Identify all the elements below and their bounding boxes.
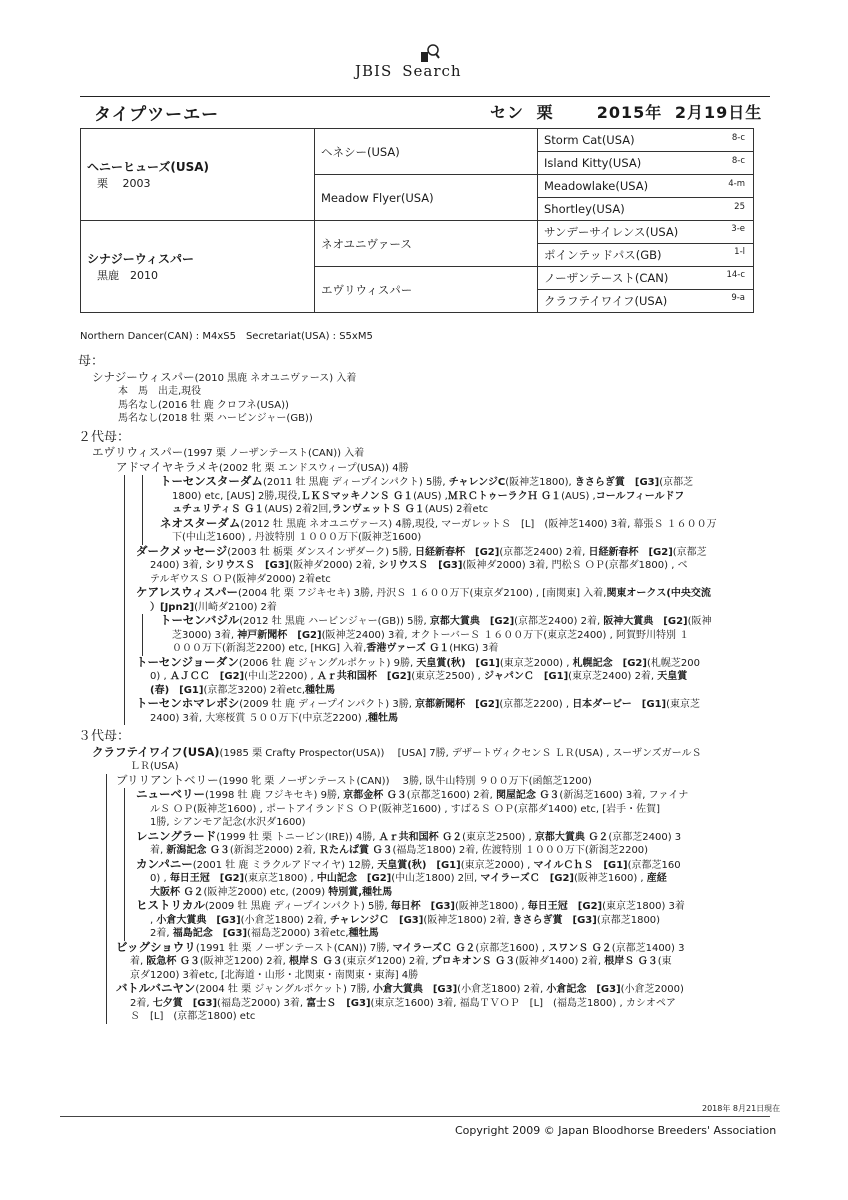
offspring-entry: 本 馬 出走,現役 xyxy=(118,386,202,397)
magnifier-horse-icon xyxy=(419,42,441,64)
dam-section-title: 母： xyxy=(78,354,105,369)
offspring-entry: レニングラード(1999 牡 栗 トニービン(IRE)) 4勝, Ａｒ共和国杯 Ｇ２(東京芝2500) , 京都大賞典 Ｇ２(京都芝2400) 3 xyxy=(136,828,682,843)
offspring-entry: カンパニー(2001 牡 鹿 ミラクルアドマイヤ) 12勝, 天皇賞(秋) [G1](東京芝2000) , マイルＣｈＳ [G1](京都芝160 xyxy=(136,856,681,871)
third-dam-entry: クラフテイワイフ(USA)(1985 栗 Crafty Prospector(USA)) [USA] 7勝, デザートヴィクセンＳ ＬＲ(USA) , スーザンズガールＳ xyxy=(92,744,702,759)
offspring-group: トーセンスターダム(2011 牡 黒鹿 ディープインパクト) 5勝, チャレンジC(阪神芝1800), きさらぎ賞 [G3](京都芝 1800) etc, [AUS] 2勝,現役,ＬＫＳマッキノンＳ Ｇ１(AUS) ,ＭＲＣトゥーラクＨ Ｇ１(AUS) ,コールフィールドフ ュチュリティＳ Ｇ１(AUS) 2着2回,ランヴェットＳ Ｇ１(AUS) 2着etc ネオスターダム(2012 牡 黒鹿 ネオユニヴァース) 4勝,現役, マーガレットＳ [L] (阪神芝1400) 3着, 幕張Ｓ １６００万 下(中山芝1600) , 丹波特別 １０００万下(阪神芝1600) ダークメッセージ(2003 牡 栃栗 ダンスインザダーク) 5勝, 日経新春杯 [G2](京都芝2400) 2着, 日経新春杯 [G2](京都芝 2400) 3着, シリウスＳ [G3](阪神ダ2000) 2着, シリウスＳ [G3](阪神ダ2000) 3着, 門松Ｓ ＯＰ(京都ダ1800) , ベ テルギウスＳ ＯＰ(阪神ダ2000) 2着etc ケアレスウィスパー(2004 牝 栗 フジキセキ) 3勝, 丹沢Ｓ １６００万下(東京ダ2100) , [南関東] 入着,関東オークス(中央交流 ）[Jpn2](川崎ダ2100) 2着 トーセンバジル(2012 牡 黒鹿 ハービンジャー(GB)) 5勝, 京都大賞典 [G2](京都芝2400) 2着, 阪神大賞典 [G2](阪神 芝3000) 3着, 神戸新聞杯 [G2](阪神芝2400) 3着, オクトーバーＳ １６００万下(東京芝2400) , 阿賀野川特別 １ ０００万下(新潟芝2200) etc, [HKG] 入着,香港ヴァーズ Ｇ１(HKG) 3着 トーセンジョーダン(2006 牡 鹿 ジャングルポケット) 9勝, 天皇賞(秋) [G1](東京芝2000) , 札幌記念 [G2](札幌芝200 0) , ＡＪＣＣ [G2](中山芝2200) , Ａｒ共和国杯 [G2](東京芝2500) , ジャパンＣ [G1](東京芝2400) 2着, 天皇賞 (春) [G1](京都芝3200) 2着etc,種牡馬 トーセンホマレボシ(2009 牡 鹿 ディープインパクト) 3勝, 京都新聞杯 [G2](京都芝2200) , 日本ダービー [G1](東京芝 2400) 3着, 大寒桜賞 ５００万下(中京芝2200) ,種牡馬 xyxy=(78,475,768,725)
pedigree-g3-1: Storm Cat(USA) 8-c xyxy=(538,129,754,152)
second-dam-section-title: ２代母： xyxy=(78,429,131,445)
pedigree-g3-7: ノーザンテースト(CAN) 14-c xyxy=(538,267,754,290)
pedigree-g3-3: Meadowlake(USA) 4-m xyxy=(538,175,754,198)
as-of-date: 2018年 8月21日現在 xyxy=(702,1104,781,1113)
tree-connector xyxy=(142,614,143,656)
horse-sex: セン xyxy=(490,103,525,122)
pedigree-dam-sire: ネオユニヴァース xyxy=(315,221,538,267)
offspring-entry: 馬名なし(2018 牡 栗 ハービンジャー(GB)) xyxy=(118,413,313,424)
offspring-entry: ニューベリー(1998 牡 鹿 フジキセキ) 9勝, 京都金杯 Ｇ３(京都芝1600) 2着, 関屋記念 Ｇ３(新潟芝1600) 3着, ファイナ xyxy=(136,787,689,801)
offspring-entry: 馬名なし(2016 牡 鹿 クロフネ(USA)) xyxy=(118,399,289,411)
pedigree-g3-6: ポインテッドパス(GB) 1-l xyxy=(538,244,754,267)
sire-details: 栗 2003 xyxy=(97,177,151,190)
horse-profile xyxy=(490,100,762,123)
pedigree-sire xyxy=(81,129,315,221)
header-top-rule xyxy=(80,96,770,97)
copyright-notice: Copyright 2009 © Japan Bloodhorse Breeders' Association xyxy=(455,1124,777,1137)
sire-name: ヘニーヒューズ(USA) xyxy=(87,160,210,174)
horse-birthdate: 2015年 2月19日生 xyxy=(596,103,763,122)
tree-connector xyxy=(124,788,125,941)
logo-text: JBIS Search xyxy=(355,62,462,80)
family-record: 母： シナジーウィスパー(2010 黒鹿 ネオユニヴァース) 入着 本 馬 出走,現役 馬名なし(2016 牡 鹿 クロフネ(USA)) 馬名なし(2018 牡 栗 ハービンジャー(GB)) ２代母： エヴリウィスパー(1997 栗 ノーザンテースト(CAN)) 入着 アドマイヤキラメキ(2002 牝 栗 エンドスウィープ(USA)) 4勝 トーセンスターダム(2011 牡 黒鹿 ディープインパクト) 5勝, チャレンジC(阪神芝1800), きさらぎ賞 [G3](京都芝 1800) etc, [AUS] 2勝,現役,ＬＫＳマッキノンＳ Ｇ１(AUS) ,ＭＲＣトゥーラクＨ Ｇ１(AUS) ,コールフィールドフ ュチュリティＳ Ｇ１(AUS) 2着2回,ランヴェットＳ Ｇ１(AUS) 2着etc ネオスターダム(2012 牡 黒鹿 ネオユニヴァース) 4勝,現役, マーガレットＳ [L] (阪神芝1400) 3着, 幕張Ｓ １６００万 下(中山芝1600) , 丹波特別 １０００万下(阪神芝1600) ダークメッセージ(2003 牡 栃栗 ダンスインザダーク) 5勝, 日経新春杯 [G2](京都芝2400) 2着, 日経新春杯 [G2](京都芝 2400) 3着, シリウスＳ [G3](阪神ダ2000) 2着, シリウスＳ [G3](阪神ダ2000) 3着, 門松Ｓ ＯＰ(京都ダ1800) , ベ テルギウスＳ ＯＰ(阪神ダ2000) 2着etc ケアレスウィスパー(2004 牝 栗 フジキセキ) 3勝, 丹沢Ｓ １６００万下(東京ダ2100) , [南関東] 入着,関東オークス(中央交流 ）[Jpn2](川崎ダ2100) 2着 トーセンバジル(2012 牡 黒鹿 ハービンジャー(GB)) 5勝, 京都大賞典 [G2](京都芝2400) 2着, 阪神大賞典 [G2](阪神 芝3000) 3着, 神戸新聞杯 [G2](阪神芝2400) 3着, オクトーバーＳ １６００万下(東京芝2400) , 阿賀野川特別 １ ０００万下(新潟芝2200) etc, [HKG] 入着,香港ヴァーズ Ｇ１(HKG) 3着 トーセンジョーダン(2006 牡 鹿 ジャングルポケット) 9勝, 天皇賞(秋) [G1](東京芝2000) , 札幌記念 [G2](札幌芝200 0) , ＡＪＣＣ [G2](中山芝2200) , Ａｒ共和国杯 [G2](東京芝2500) , ジャパンＣ [G1](東京芝2400) 2着, 天皇賞 (春) [G1](京都芝3200) 2着etc,種牡馬 トーセンホマレボシ(2009 牡 鹿 ディープインパクト) 3勝, 京都新聞杯 [G2](京都芝2200) , 日本ダービー [G1](東京芝 2400) 3着, 大寒桜賞 ５００万下(中京芝2200) ,種牡馬 ３代母： クラフテイワイフ(USA)(1985 栗 Crafty Prospector(USA)) [USA] 7勝, デザートヴィクセンＳ ＬＲ(USA) , スーザンズガールＳ ＬＲ(USA) ブリリアントベリー(1990 牝 栗 ノーザンテースト(CAN)) 3勝, 臥牛山特別 ９００万下(函館芝1200) ニューベリー(1998 牡 鹿 フジキセキ) 9勝, 京都金杯 Ｇ３(京都芝1600) 2着, 関屋記念 Ｇ３(新潟芝1600) 3着, ファイナ ルＳ ＯＰ(阪神芝1600) , ポートアイランドＳ ＯＰ(阪神芝1600) , すばるＳ ＯＰ(京都ダ1400) etc, [岩手・佐賀] 1勝, シアンモア記念(水沢ダ1600) レニングラード(1999 牡 栗 トニービン(IRE)) 4勝, Ａｒ共和国杯 Ｇ２(東京芝2500) , 京都大賞典 Ｇ２(京都芝2400) 3 着, 新潟記念 Ｇ３(新潟芝2000) 2着, Ｒたんぱ賞 Ｇ３(福島芝1800) 2着, 佐渡特別 １０００万下(新潟芝2200) カンパニー(2001 牡 鹿 ミラクルアドマイヤ) 12勝, 天皇賞(秋) [G1](東京芝2000) , マイルＣｈＳ [G1](京都芝160 0) , 毎日王冠 [G2](東京芝1800) , 中山記念 [G2](中山芝1800) 2回, マイラーズＣ [G2](阪神芝1600) , 産経 大阪杯 Ｇ２(阪神芝2000) etc, (2009) 特別賞,種牡馬 ヒストリカル(2009 牡 黒鹿 ディープインパクト) 5勝, 毎日杯 [G3](阪神芝1800) , 毎日王冠 [G2](東京芝1800) 3着 , 小倉大賞典 [G3](小倉芝1800) 2着, チャレンジＣ [G3](阪神芝1800) 2着, きさらぎ賞 [G3](京都芝1800) 2着, 福島記念 [G3](福島芝2000) 3着etc,種牡馬 ビッグショウリ(1991 牡 栗 ノーザンテースト(CAN)) 7勝, マイラーズＣ Ｇ２(京都芝1600) , スワンＳ Ｇ２(京都芝1400) 3 着, 阪急杯 Ｇ３(阪神芝1200) 2着, 根岸Ｓ Ｇ３(東京ダ1200) 2着, プロキオンＳ Ｇ３(阪神ダ1400) 2着, 根岸Ｓ Ｇ３(東 京ダ1200) 3着etc, [北海道・山形・北関東・南関東・東海] 4勝 バトルバニヤン(2004 牡 栗 ジャングルポケット) 7勝, 小倉大賞典 [G3](小倉芝1800) 2着, 小倉記念 [G3](小倉芝2000) 2着, 七夕賞 [G3](福島芝2000) 3着, 富士Ｓ [G3](東京芝1600) 3着, 福島ＴＶＯＰ [L] (福島芝1800) , カシオペア Ｓ [L] (京都芝1800) etc xyxy=(78,350,768,1024)
horse-name: タイプツーエー xyxy=(94,105,220,125)
offspring-entry: ダークメッセージ(2003 牡 栃栗 ダンスインザダーク) 5勝, 日経新春杯 [G2](京都芝2400) 2着, 日経新春杯 [G2](京都芝 xyxy=(136,543,707,558)
offspring-entry: トーセンジョーダン(2006 牡 鹿 ジャングルポケット) 9勝, 天皇賞(秋) [G1](東京芝2000) , 札幌記念 [G2](札幌芝200 xyxy=(136,654,700,669)
dam-details: 黒鹿 2010 xyxy=(97,269,158,282)
pedigree-dam xyxy=(81,221,315,313)
inbreeding-note: Northern Dancer(CAN) : M4xS5 Secretariat(USA) : S5xM5 xyxy=(80,331,373,342)
offspring-entry: トーセンホマレボシ(2009 牡 鹿 ディープインパクト) 3勝, 京都新聞杯 [G2](京都芝2200) , 日本ダービー [G1](東京芝 xyxy=(136,696,701,710)
horse-color: 栗 xyxy=(536,103,554,122)
offspring-entry: バトルバニヤン(2004 牡 栗 ジャングルポケット) 7勝, 小倉大賞典 [G3](小倉芝1800) 2着, 小倉記念 [G3](小倉芝2000) xyxy=(116,981,684,995)
tree-connector xyxy=(142,475,143,545)
pedigree-g3-4: Shortley(USA) 25 xyxy=(538,198,754,221)
offspring-entry: ケアレスウィスパー(2004 牝 栗 フジキセキ) 3勝, 丹沢Ｓ １６００万下(東京ダ2100) , [南関東] 入着,関東オークス(中央交流 xyxy=(136,585,711,599)
third-dam-section-title: ３代母： xyxy=(78,729,131,744)
offspring-entry: ブリリアントベリー(1990 牝 栗 ノーザンテースト(CAN)) 3勝, 臥牛山特別 ９００万下(函館芝1200) xyxy=(116,772,592,787)
dam-entry: シナジーウィスパー(2010 黒鹿 ネオユニヴァース) 入着 xyxy=(92,369,357,384)
offspring-entry: ビッグショウリ(1991 牡 栗 ノーザンテースト(CAN)) 7勝, マイラーズＣ Ｇ２(京都芝1600) , スワンＳ Ｇ２(京都芝1400) 3 xyxy=(116,939,685,954)
offspring-entry: アドマイヤキラメキ(2002 牝 栗 エンドスウィープ(USA)) 4勝 xyxy=(116,459,409,474)
offspring-entry: ヒストリカル(2009 牡 黒鹿 ディープインパクト) 5勝, 毎日杯 [G3](阪神芝1800) , 毎日王冠 [G2](東京芝1800) 3着 xyxy=(136,898,685,912)
pedigree-g3-8: クラフテイワイフ(USA) 9-a xyxy=(538,290,754,313)
pedigree-g3-2: Island Kitty(USA) 8-c xyxy=(538,152,754,175)
footer-rule xyxy=(60,1116,770,1117)
pedigree-sire-sire: ヘネシー(USA) xyxy=(315,129,538,175)
pedigree-table xyxy=(80,128,754,313)
pedigree-sire-dam: Meadow Flyer(USA) xyxy=(315,175,538,221)
offspring-entry: ネオスターダム(2012 牡 黒鹿 ネオユニヴァース) 4勝,現役, マーガレットＳ [L] (阪神芝1400) 3着, 幕張Ｓ １６００万 xyxy=(160,515,717,530)
dam-name: シナジーウィスパー xyxy=(87,252,195,266)
offspring-entry: トーセンバジル(2012 牡 黒鹿 ハービンジャー(GB)) 5勝, 京都大賞典 [G2](京都芝2400) 2着, 阪神大賞典 [G2](阪神 xyxy=(160,613,712,627)
jbis-search-logo xyxy=(355,50,495,86)
pedigree-g3-5: サンデーサイレンス(USA) 3-e xyxy=(538,221,754,244)
offspring-entry: トーセンスターダム(2011 牡 黒鹿 ディープインパクト) 5勝, チャレンジC(阪神芝1800), きさらぎ賞 [G3](京都芝 xyxy=(160,474,694,488)
pedigree-dam-dam: エヴリウィスパー xyxy=(315,267,538,313)
offspring-group: ブリリアントベリー(1990 牝 栗 ノーザンテースト(CAN)) 3勝, 臥牛山特別 ９００万下(函館芝1200) ニューベリー(1998 牡 鹿 フジキセキ) 9勝, 京都金杯 Ｇ３(京都芝1600) 2着, 関屋記念 Ｇ３(新潟芝1600) 3着, ファイナ ルＳ ＯＰ(阪神芝1600) , ポートアイランドＳ ＯＰ(阪神芝1600) , すばるＳ ＯＰ(京都ダ1400) etc, [岩手・佐賀] 1勝, シアンモア記念(水沢ダ1600) レニングラード(1999 牡 栗 トニービン(IRE)) 4勝, Ａｒ共和国杯 Ｇ２(東京芝2500) , 京都大賞典 Ｇ２(京都芝2400) 3 着, 新潟記念 Ｇ３(新潟芝2000) 2着, Ｒたんぱ賞 Ｇ３(福島芝1800) 2着, 佐渡特別 １０００万下(新潟芝2200) カンパニー(2001 牡 鹿 ミラクルアドマイヤ) 12勝, 天皇賞(秋) [G1](東京芝2000) , マイルＣｈＳ [G1](京都芝160 0) , 毎日王冠 [G2](東京芝1800) , 中山記念 [G2](中山芝1800) 2回, マイラーズＣ [G2](阪神芝1600) , 産経 大阪杯 Ｇ２(阪神芝2000) etc, (2009) 特別賞,種牡馬 ヒストリカル(2009 牡 黒鹿 ディープインパクト) 5勝, 毎日杯 [G3](阪神芝1800) , 毎日王冠 [G2](東京芝1800) 3着 , 小倉大賞典 [G3](小倉芝1800) 2着, チャレンジＣ [G3](阪神芝1800) 2着, きさらぎ賞 [G3](京都芝1800) 2着, 福島記念 [G3](福島芝2000) 3着etc,種牡馬 ビッグショウリ(1991 牡 栗 ノーザンテースト(CAN)) 7勝, マイラーズＣ Ｇ２(京都芝1600) , スワンＳ Ｇ２(京都芝1400) 3 着, 阪急杯 Ｇ３(阪神芝1200) 2着, 根岸Ｓ Ｇ３(東京ダ1200) 2着, プロキオンＳ Ｇ３(阪神ダ1400) 2着, 根岸Ｓ Ｇ３(東 京ダ1200) 3着etc, [北海道・山形・北関東・南関東・東海] 4勝 バトルバニヤン(2004 牡 栗 ジャングルポケット) 7勝, 小倉大賞典 [G3](小倉芝1800) 2着, 小倉記念 [G3](小倉芝2000) 2着, 七夕賞 [G3](福島芝2000) 3着, 富士Ｓ [G3](東京芝1600) 3着, 福島ＴＶＯＰ [L] (福島芝1800) , カシオペア Ｓ [L] (京都芝1800) etc xyxy=(78,774,768,1024)
second-dam-entry: エヴリウィスパー(1997 栗 ノーザンテースト(CAN)) 入着 xyxy=(92,445,365,459)
